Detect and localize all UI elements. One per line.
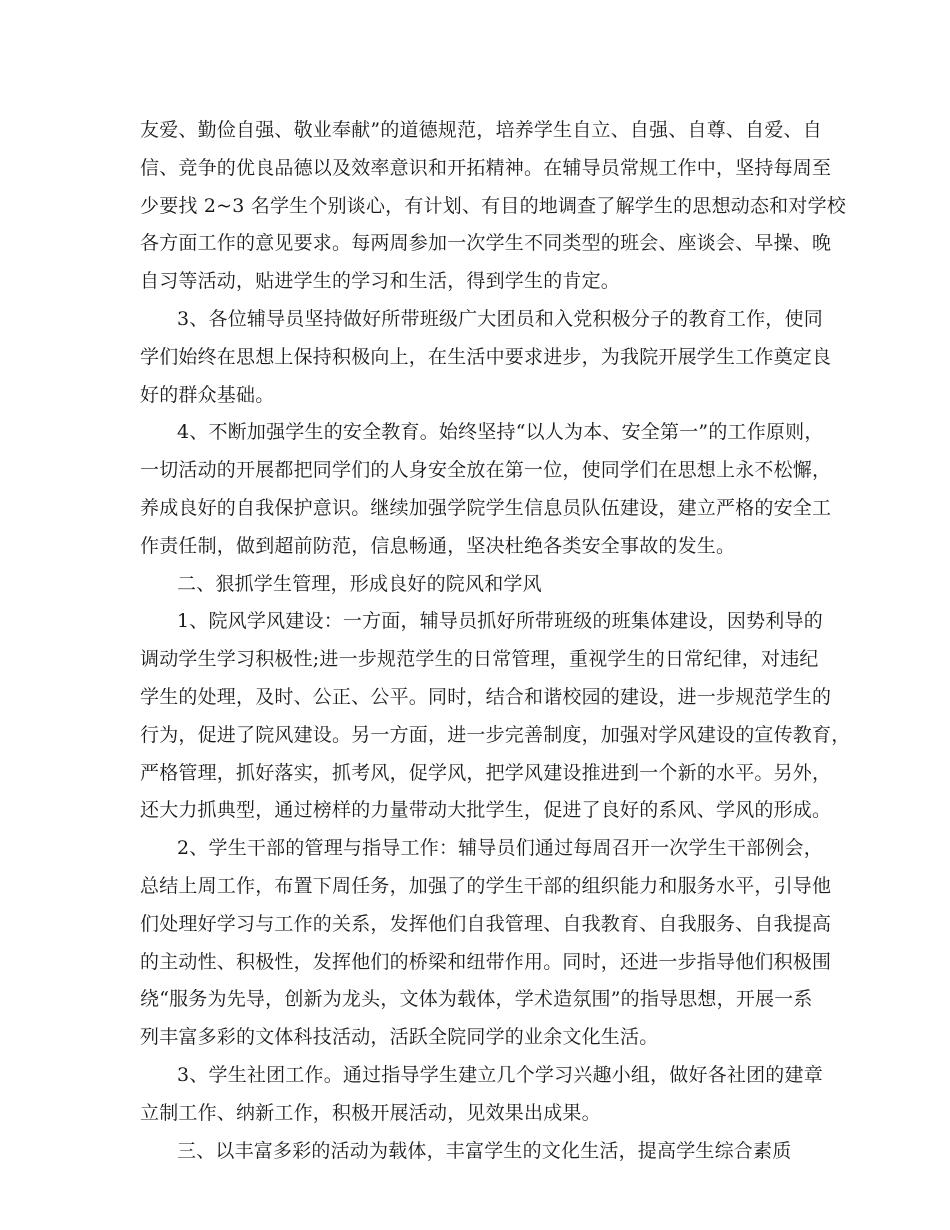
paragraph-start-line: 4、不断加强学生的安全教育。始终坚持“以人为本、安全第一”的工作原则， (177, 421, 824, 444)
text-line: 自习等活动，贴进学生的学习和生活，得到学生的肯定。 (140, 270, 621, 293)
text-line: 各方面工作的意见要求。每两周参加一次学生不同类型的班会、座谈会、早操、晚 (140, 232, 832, 255)
text-line: 一切活动的开展都把同学们的人身安全放在第一位，使同学们在思想上永不松懈， (140, 459, 832, 482)
paragraph-start-line: 1、院风学风建设：一方面，辅导员抓好所带班级的班集体建设，因势利导的 (177, 610, 823, 633)
text-line: 作责任制，做到超前防范，信息畅通，坚决杜绝各类安全事故的发生。 (140, 534, 736, 557)
section-heading: 二、狠抓学生管理，形成良好的院风和学风 (177, 572, 542, 595)
paragraph-start-line: 3、各位辅导员坚持做好所带班级广大团员和入党积极分子的教育工作，使同 (177, 307, 823, 330)
text-line: 调动学生学习积极性;进一步规范学生的日常管理，重视学生的日常纪律，对违纪 (140, 648, 819, 671)
text-line: 严格管理，抓好落实，抓考风，促学风，把学风建设推进到一个新的水平。另外， (140, 761, 832, 784)
text-line: 学们始终在思想上保持积极向上，在生活中要求进步，为我院开展学生工作奠定良 (140, 345, 832, 368)
section-heading: 三、以丰富多彩的活动为载体，丰富学生的文化生活，提高学生综合素质 (177, 1139, 792, 1162)
text-line: 学生的处理，及时、公正、公平。同时，结合和谐校园的建设，进一步规范学生的 (140, 685, 832, 708)
document-body (140, 112, 851, 1170)
text-line: 们处理好学习与工作的关系，发挥他们自我管理、自我教育、自我服务、自我提高 (140, 912, 832, 935)
paragraph-start-line: 3、学生社团工作。通过指导学生建立几个学习兴趣小组，做好各社团的建章 (177, 1063, 823, 1086)
text-line: 立制工作、纳新工作，积极开展活动，见效果出成果。 (140, 1101, 601, 1124)
text-line: 养成良好的自我保护意识。继续加强学院学生信息员队伍建设，建立严格的安全工 (140, 496, 832, 519)
text-line: 好的群众基础。 (140, 383, 275, 406)
text-line: 少要找 2~3 名学生个别谈心，有计划、有目的地调查了解学生的思想动态和对学校 (140, 194, 846, 217)
text-line: 绕“服务为先导，创新为龙头，文体为载体，学术造氛围”的指导思想，开展一系 (140, 988, 813, 1011)
text-line: 信、竞争的优良品德以及效率意识和开拓精神。在辅导员常规工作中，坚持每周至 (140, 156, 832, 179)
text-line: 总结上周工作，布置下周任务，加强了的学生干部的组织能力和服务水平，引导他 (140, 874, 832, 897)
text-line: 还大力抓典型，通过榜样的力量带动大批学生，促进了良好的系风、学风的形成。 (140, 799, 832, 822)
paragraph-start-line: 2、学生干部的管理与指导工作：辅导员们通过每周召开一次学生干部例会， (177, 837, 823, 860)
text-line: 友爱、勤俭自强、敬业奉献”的道德规范，培养学生自立、自强、自尊、自爱、自 (140, 119, 822, 141)
text-line: 的主动性、积极性，发挥他们的桥梁和纽带作用。同时，还进一步指导他们积极围 (140, 950, 832, 973)
text-line: 行为，促进了院风建设。另一方面，进一步完善制度，加强对学风建设的宣传教育， (140, 723, 851, 746)
text-line: 列丰富多彩的文体科技活动，活跃全院同学的业余文化生活。 (140, 1026, 659, 1049)
